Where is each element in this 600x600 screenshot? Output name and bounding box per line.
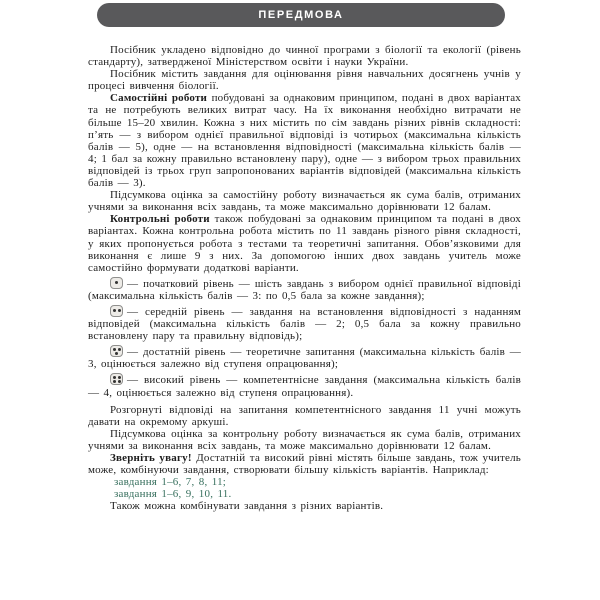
kontrolni-lead: Контрольні роботи xyxy=(110,213,210,226)
paragraph-intro-2: Посібник містить завдання для оцінювання рівня навчальних досягнень учнів у процесі вивчення біології. xyxy=(88,68,521,93)
paragraph-takozh: Також можна комбінувати завдання з різних варіантів. xyxy=(110,500,384,513)
paragraph-intro-1: Посібник укладено відповідно до чинної програми з біології та екології (рівень стандарту), затвердженої Міністерством освіти і науки України. xyxy=(88,44,521,69)
level-text: — високий рівень — компетентнісне завдання (максимальна кількість балів — 4, оцінюється залежно від ступеня опрацювання). xyxy=(88,374,521,399)
paragraph-pidsumkova-samostiina: Підсумкова оцінка за самостійну роботу визначається як сума балів, отриманих учнями за виконання всіх завдань, та може максимально дорівнювати 12 балам. xyxy=(88,189,521,214)
kontrolni-rest: також побудовані за однаковим принципом та подані в двох варіантах. Кожна контрольна робота містить по 11 завдань різного рівня складності, у яких пропонується робота з тестами та теоретичні запитання. Обов’язковими для виконання є лише 9 з них. За допомогою інших двох завдань учитель може самостійно формувати додаткові варіанти. xyxy=(88,213,522,274)
die-4-dots-icon xyxy=(110,373,123,385)
page-text xyxy=(88,44,521,512)
level-text: — середній рівень — завдання на встановлення відповідності з наданням відповідей (максимальна кількість балів — 2; 0,5 бала за кожну правильно встановлену пару та правильну відповідь); xyxy=(88,305,521,343)
level-item-pochatkovyi xyxy=(88,277,521,302)
paragraph-kontrolni xyxy=(88,213,521,273)
chapter-header xyxy=(97,3,505,27)
paragraph-pidsumkova-kontrolna: Підсумкова оцінка за контрольну роботу визначається як сума балів, отриманих учнями за виконання всіх завдань, та може максимально дорівнювати 12 балам. xyxy=(88,427,521,452)
example-line-1: завдання 1–6, 7, 8, 11; xyxy=(114,476,227,489)
die-1-dot-icon xyxy=(110,277,123,289)
paragraph-rozghornuti: Розгорнуті відповіді на запитання компетентнісного завдання 11 учні можуть давати на окремому аркуші. xyxy=(88,403,521,428)
example-line-2: завдання 1–6, 9, 10, 11. xyxy=(114,488,232,501)
paragraph-samostiini xyxy=(88,92,521,189)
paragraph-uvaha xyxy=(88,452,521,476)
uvaha-lead: Зверніть увагу! xyxy=(110,452,192,464)
level-item-vysokyi xyxy=(88,373,521,398)
level-item-serednii xyxy=(88,305,521,342)
uvaha-rest: Достатній та високий рівні містять більше завдань, тож учитель може, комбінуючи завдання, створювати більшу кількість варіантів. Наприклад: xyxy=(88,452,521,477)
die-2-dots-icon xyxy=(110,305,123,317)
level-item-dostatnii xyxy=(88,345,521,370)
page-title: ПЕРЕДМОВА xyxy=(258,9,344,21)
samostiini-lead: Самостійні роботи xyxy=(110,92,208,105)
samostiini-rest: побудовані за однаковим принципом, подані в двох варіантах та не потребують великих витрат часу. На їх виконання необхідно витрачати не більше 15–20 хвилин. Кожна з них містить по сім завдань різних рівнів складності: п’ять — з вибором однієї правильної відповіді із чотирьох (максимальна кількість балів — 5), одне — на встановлення відповідності (максимальна кількість балів — 4; 1 бал за кожну правильно встановлену пару), одне — з вибором трьох правильних відповідей із трьох груп запропонованих варіантів відповідей (максимальна кількість балів — 3). xyxy=(88,92,522,190)
level-text: — початковий рівень — шість завдань з вибором однієї правильної відповіді (максимальна кількість балів — 3: по 0,5 бала за кожне завдання); xyxy=(88,277,521,302)
die-3-dots-icon xyxy=(110,345,123,357)
level-text: — достатній рівень — теоретичне запитання (максимальна кількість балів — 3, оцінюється залежно від ступеня опрацювання); xyxy=(88,346,521,371)
